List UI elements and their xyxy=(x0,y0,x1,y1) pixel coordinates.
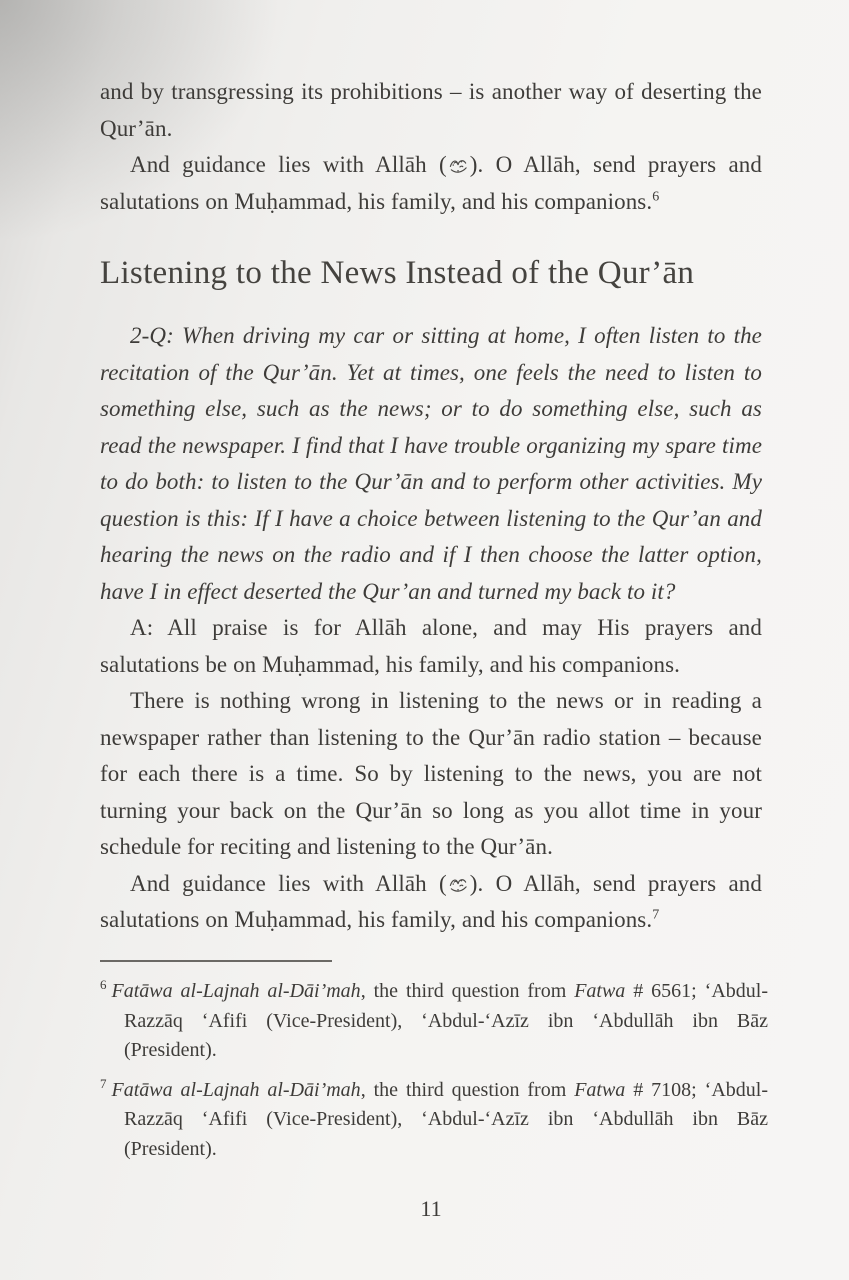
footnote-7 xyxy=(100,1076,768,1165)
text-column xyxy=(100,74,762,939)
footnote-separator-rule xyxy=(100,960,332,962)
paragraph-guidance-intro-text-after: ). O Allāh, send prayers and salutations on Muḥammad, his family, and his companions. xyxy=(100,152,762,214)
paragraph-guidance-intro xyxy=(100,147,762,220)
footnote-7-source-title: Fatāwa al-Lajnah al-Dāi’mah xyxy=(111,1078,361,1101)
footnote-7-marker: 7 xyxy=(100,1075,107,1091)
footnote-7-text: , the third question from xyxy=(360,1078,575,1101)
footnote-ref-7: 7 xyxy=(652,907,660,923)
footnote-6-marker: 6 xyxy=(100,977,107,993)
footnote-ref-6: 6 xyxy=(652,188,660,204)
page-number: 11 xyxy=(420,1196,442,1221)
paragraph-deserting: and by transgressing its prohibitions – is another way of deserting the Qur’ān. xyxy=(100,79,762,141)
allah-honorific-icon xyxy=(447,155,470,176)
footnote-6-fatwa-word: Fatwa xyxy=(574,980,626,1002)
question-paragraph: 2-Q: When driving my car or sitting at home, I often listen to the recitation of the Qur’ān. Yet at times, one feels the need to listen to something else, such as the news; or to do something else, such as read the newspaper. I find that I have trouble organizing my spare time to do both: to listen to the Qur’ān and to perform other activities. My question is this: If I have a choice between listening to the Qur’an and hearing the news on the radio and if I then choose the latter option, have I in effect deserted the Qur’an and turned my back to it? xyxy=(100,323,762,604)
paragraph-guidance-intro-text-before: And guidance lies with Allāh ( xyxy=(130,152,447,177)
footnote-6 xyxy=(100,977,768,1066)
footnote-6-reference: # 6561; ‘Abdul-Razzāq ‘Afifi (Vice-President), ‘Abdul-‘Azīz ibn ‘Abdullāh ibn Bāz (President). xyxy=(124,980,768,1061)
answer-paragraph-praise: A: All praise is for Allāh alone, and may His prayers and salutations be on Muḥammad, his family, and his companions. xyxy=(100,615,762,677)
footnote-7-fatwa-word: Fatwa xyxy=(574,1078,626,1101)
answer-paragraph-guidance-text-after: ). O Allāh, send prayers and salutations on Muḥammad, his family, and his companions. xyxy=(100,870,762,932)
footnote-section xyxy=(100,960,768,1174)
footnote-7-reference: # 7108; ‘Abdul-Razzāq ‘Afifi (Vice-President), ‘Abdul-‘Azīz ibn ‘Abdullāh ibn Bāz (President). xyxy=(124,1078,768,1160)
answer-paragraph-guidance-text-before: And guidance lies with Allāh ( xyxy=(130,870,447,896)
footnote-6-text: , the third question from xyxy=(360,980,575,1002)
section-heading: Listening to the News Instead of the Qur’ān xyxy=(100,255,695,291)
answer-paragraph-guidance xyxy=(100,866,762,939)
answer-paragraph-ruling: There is nothing wrong in listening to the news or in reading a newspaper rather than listening to the Qur’ān radio station – because for each there is a time. So by listening to the news, you are not turning your back on the Qur’ān so long as you allot time in your schedule for reciting and listening to the Qur’ān. xyxy=(100,688,762,859)
footnote-6-source-title: Fatāwa al-Lajnah al-Dāi’mah xyxy=(111,980,361,1002)
allah-honorific-icon xyxy=(447,874,470,895)
